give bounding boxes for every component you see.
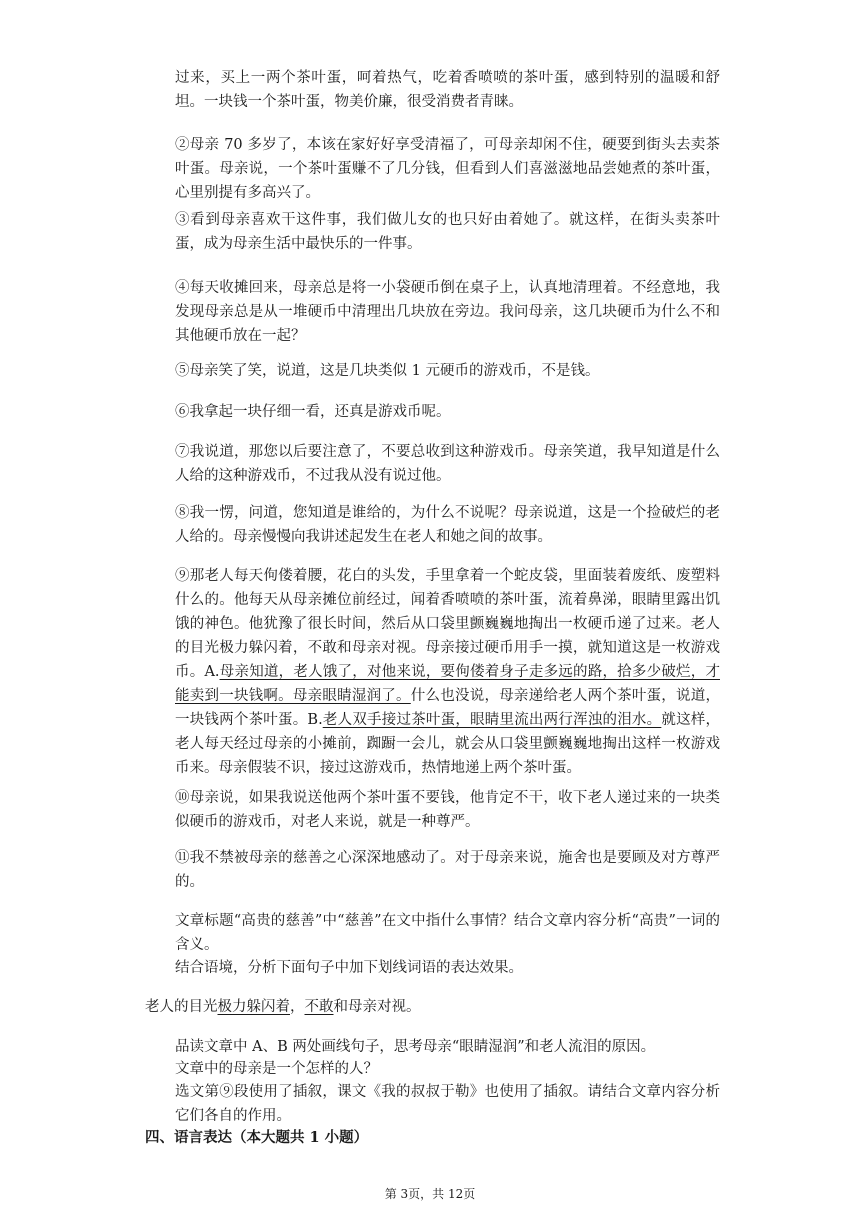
passage-paragraph-10: ⑩母亲说，如果我说送他两个茶叶蛋不要钱，他肯定不干，收下老人递过来的一块类似硬币的游戏币，对老人来说，就是一种尊严。 <box>175 790 720 830</box>
question-2: 结合语境，分析下面句子中加下划线词语的表达效果。 <box>175 960 523 976</box>
question-4: 文章中的母亲是一个怎样的人？ <box>175 1061 378 1077</box>
passage-paragraph-4: ④每天收摊回来，母亲总是将一小袋硬币倒在桌子上，认真地清理着。不经意地，我发现母亲总是从一堆硬币中清理出几块放在旁边。我问母亲，这几块硬币为什么不和其他硬币放在一起？ <box>175 280 720 344</box>
passage-paragraph-5: ⑤母亲笑了笑，说道，这是几块类似 1 元硬币的游戏币，不是钱。 <box>175 363 600 379</box>
question-1: 文章标题“高贵的慈善”中“慈善”在文中指什么事情？结合文章内容分析“高贵”一词的含义。 <box>175 913 720 953</box>
paragraph-9-text-a: ⑨那老人每天佝偻着腰，花白的头发，手里拿着一个蛇皮袋，里面装着废纸、废塑料什么的。他每天从母亲摊位前经过，闻着香喷喷的茶叶蛋，流着鼻涕，眼睛里露出饥饿的神色。他犹豫了很长时间，然后从口袋里颤巍巍地掏出一枚硬币递了过来。老人的目光极力躲闪着，不敢和母亲对视。母亲接过硬币用手一摸，就知道这是一枚游戏币。A. <box>175 568 720 680</box>
sentence-pre: 老人的目光 <box>145 999 218 1015</box>
question-2-sentence <box>145 995 421 1019</box>
passage-paragraph-6: ⑥我拿起一块仔细一看，还真是游戏币呢。 <box>175 404 451 420</box>
passage-paragraph-9 <box>175 564 720 780</box>
question-5: 选文第⑨段使用了插叙，课文《我的叔叔于勒》也使用了插叙。请结合文章内容分析它们各自的作用。 <box>175 1084 720 1124</box>
passage-paragraph-1-continued: 过来，买上一两个茶叶蛋，呵着热气，吃着香喷喷的茶叶蛋，感到特别的温暖和舒坦。一块钱一个茶叶蛋，物美价廉，很受消费者青睐。 <box>175 70 720 110</box>
section-heading: 四、语言表达（本大题共 1 小题） <box>145 1129 369 1146</box>
underlined-phrase-1: 极力躲闪着 <box>217 999 290 1015</box>
paragraph-9-text-b: 什么也没说，母亲递给老人两个茶叶蛋，说道，一块钱两个茶叶蛋。B. <box>175 688 721 728</box>
underlined-sentence-b: 老人双手接过茶叶蛋，眼睛里流出两行浑浊的泪水。 <box>322 712 662 728</box>
sentence-comma: ， <box>290 999 305 1015</box>
paragraph-9-text-c: 就这样，老人每天经过母亲的小摊前，踟蹰一会儿，就会从口袋里颤巍巍地掏出这样一枚游戏币来。母亲假装不识，接过这游戏币，热情地递上两个茶叶蛋。 <box>175 712 721 776</box>
page-footer: 第 3页，共 12页 <box>384 1187 476 1201</box>
question-3: 品读文章中 A、B 两处画线句子，思考母亲“眼睛湿润”和老人流泪的原因。 <box>175 1039 656 1055</box>
passage-paragraph-3: ③看到母亲喜欢干这件事，我们做儿女的也只好由着她了。就这样，在街头卖茶叶蛋，成为母亲生活中最快乐的一件事。 <box>175 212 720 252</box>
passage-paragraph-7: ⑦我说道，那您以后要注意了，不要总收到这种游戏币。母亲笑道，我早知道是什么人给的这种游戏币，不过我从没有说过他。 <box>175 444 720 484</box>
underlined-phrase-2: 不敢 <box>304 999 334 1015</box>
passage-paragraph-2: ②母亲 70 多岁了，本该在家好好享受清福了，可母亲却闲不住，硬要到街头去卖茶叶蛋。母亲说，一个茶叶蛋赚不了几分钱，但看到人们喜滋滋地品尝她煮的茶叶蛋，心里别提有多高兴了。 <box>175 137 720 201</box>
underlined-sentence-a: 母亲知道，老人饿了，对他来说，要佝偻着身子走多远的路，拾多少破烂，才能卖到一块钱啊。母亲眼睛湿润了。 <box>175 664 720 704</box>
passage-paragraph-11: ⑪我不禁被母亲的慈善之心深深地感动了。对于母亲来说，施舍也是要顾及对方尊严的。 <box>175 850 720 890</box>
passage-paragraph-8: ⑧我一愣，问道，您知道是谁给的，为什么不说呢？母亲说道，这是一个捡破烂的老人给的。母亲慢慢向我讲述起发生在老人和她之间的故事。 <box>175 505 720 545</box>
sentence-post: 和母亲对视。 <box>333 999 421 1015</box>
